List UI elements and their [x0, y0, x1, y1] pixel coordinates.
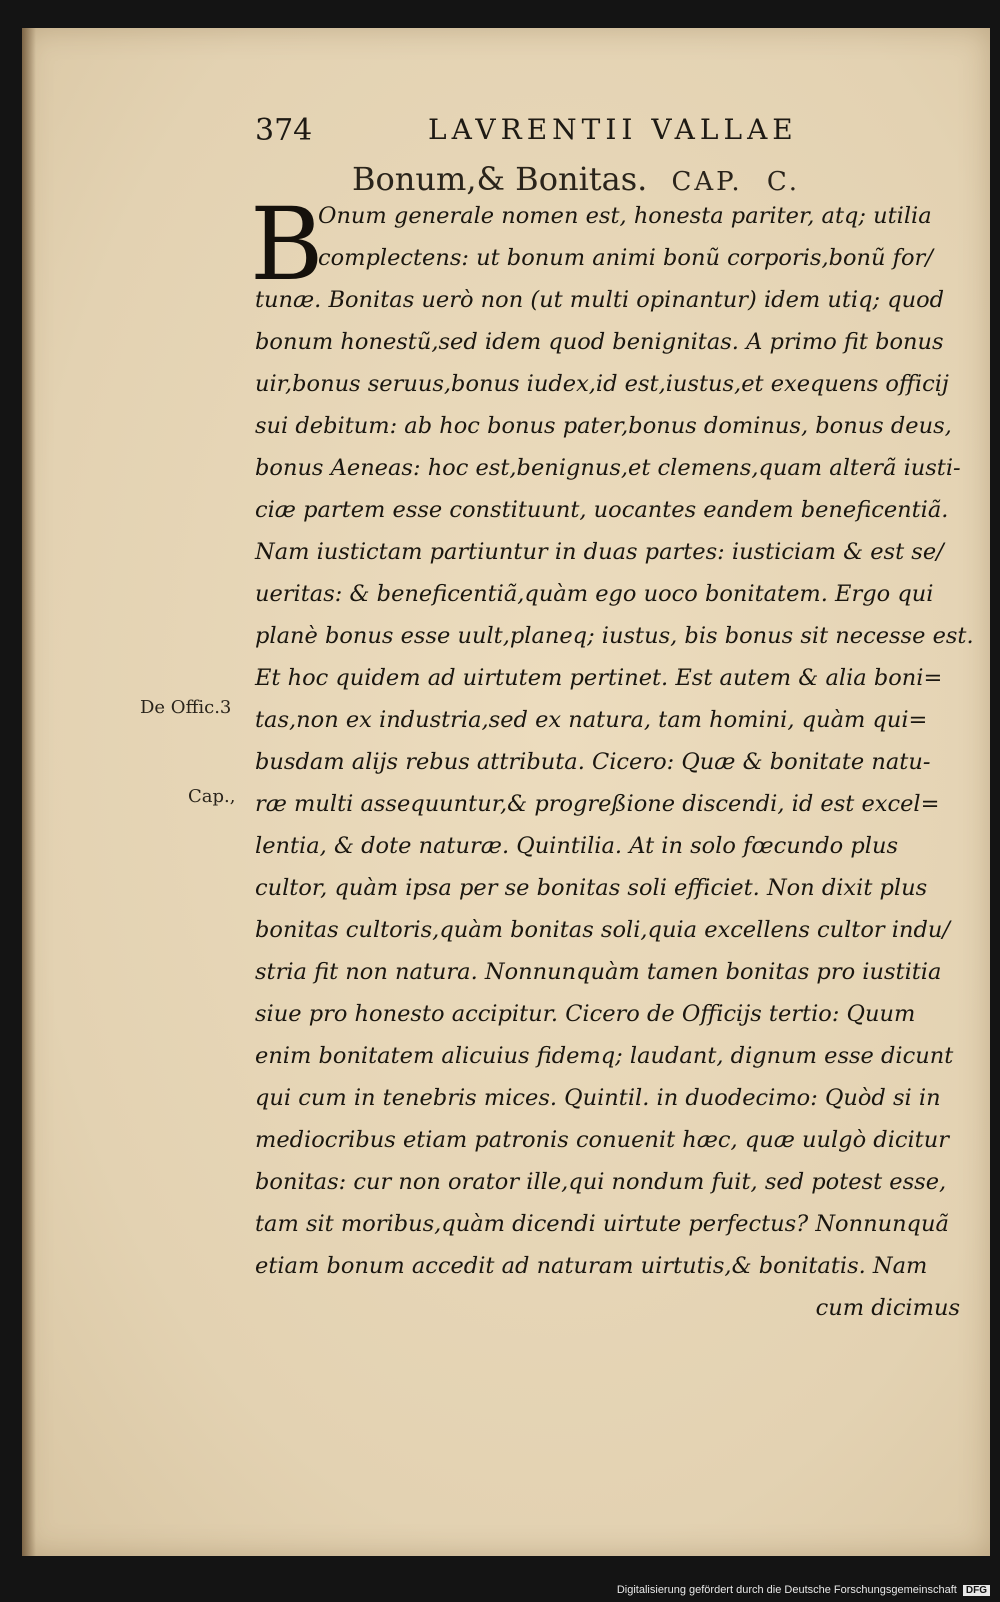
text-line: bonus Aeneas: hoc est,benignus,et clemens,quam alterã iusti- — [255, 455, 961, 481]
text-line: ueritas: & beneficentiã,quàm ego uoco bonitatem. Ergo qui — [255, 581, 934, 607]
text-line: tas,non ex industria,sed ex natura, tam homini, quàm qui= — [255, 707, 928, 733]
text-line: mediocribus etiam patronis conuenit hæc, quæ uulgò dicitur — [255, 1127, 949, 1153]
text-line: planè bonus esse uult,planeq; iustus, bis bonus sit necesse est. — [255, 623, 974, 649]
text-line: tunæ. Bonitas uerò non (ut multi opinantur) idem utiq; quod — [255, 287, 945, 313]
chapter-cap-label: CAP. — [671, 167, 743, 197]
chapter-number: C. — [766, 167, 801, 197]
digitization-credit — [617, 1584, 990, 1596]
text-line: qui cum in tenebris mices. Quintil. in duodecimo: Quòd si in — [255, 1085, 941, 1111]
text-line: stria fit non natura. Nonnunquàm tamen bonitas pro iustitia — [255, 959, 942, 985]
text-line: ræ multi assequuntur,& progreßione discendi, id est excel= — [255, 791, 940, 817]
page-gutter-shadow — [22, 28, 36, 1556]
text-line: etiam bonum accedit ad naturam uirtutis,& bonitatis. Nam — [255, 1253, 928, 1279]
page-number: 374 — [255, 113, 313, 148]
text-line: busdam alijs rebus attributa. Cicero: Quæ & bonitate natu- — [255, 749, 931, 775]
drop-cap-initial: B — [250, 186, 324, 303]
text-line: lentia, & dote naturæ. Quintilia. At in solo fœcundo plus — [255, 833, 898, 859]
credit-text: Digitalisierung gefördert durch die Deutsche Forschungsgemeinschaft — [616, 1584, 957, 1596]
running-head — [0, 113, 1000, 153]
marginal-note: De Offic.3 — [140, 697, 232, 718]
chapter-title: Bonum,& Bonitas. — [352, 160, 648, 198]
text-line: tam sit moribus,quàm dicendi uirtute perfectus? Nonnunquã — [255, 1211, 949, 1237]
text-line: enim bonitatem alicuius fidemq; laudant, dignum esse dicunt — [255, 1043, 954, 1069]
text-line: Nam iustictam partiuntur in duas partes: iusticiam & est se/ — [255, 539, 944, 565]
dfg-logo: DFG — [963, 1585, 990, 1596]
text-line: bonum honestũ,sed idem quod benignitas. A primo fit bonus — [255, 329, 944, 355]
marginal-note: Cap., — [188, 786, 236, 807]
text-line: ciæ partem esse constituunt, uocantes eandem beneficentiã. — [255, 497, 949, 523]
catchword: cum dicimus — [815, 1295, 960, 1321]
chapter-heading — [352, 160, 800, 198]
text-line: cultor, quàm ipsa per se bonitas soli efficiet. Non dixit plus — [255, 875, 928, 901]
text-line: Et hoc quidem ad uirtutem pertinet. Est autem & alia boni= — [255, 665, 943, 691]
text-line: Onum generale nomen est, honesta pariter, atq; utilia — [318, 203, 932, 229]
text-line: uir,bonus seruus,bonus iudex,id est,iustus,et exequens officij — [255, 371, 949, 397]
text-line: siue pro honesto accipitur. Cicero de Officijs tertio: Quum — [255, 1001, 916, 1027]
text-line: bonitas cultoris,quàm bonitas soli,quia excellens cultor indu/ — [255, 917, 950, 943]
text-line: complectens: ut bonum animi bonũ corporis,bonũ for/ — [318, 245, 933, 271]
text-line: sui debitum: ab hoc bonus pater,bonus dominus, bonus deus, — [255, 413, 952, 439]
text-line: bonitas: cur non orator ille,qui nondum fuit, sed potest esse, — [255, 1169, 947, 1195]
running-title: LAVRENTII VALLAE — [428, 113, 798, 146]
